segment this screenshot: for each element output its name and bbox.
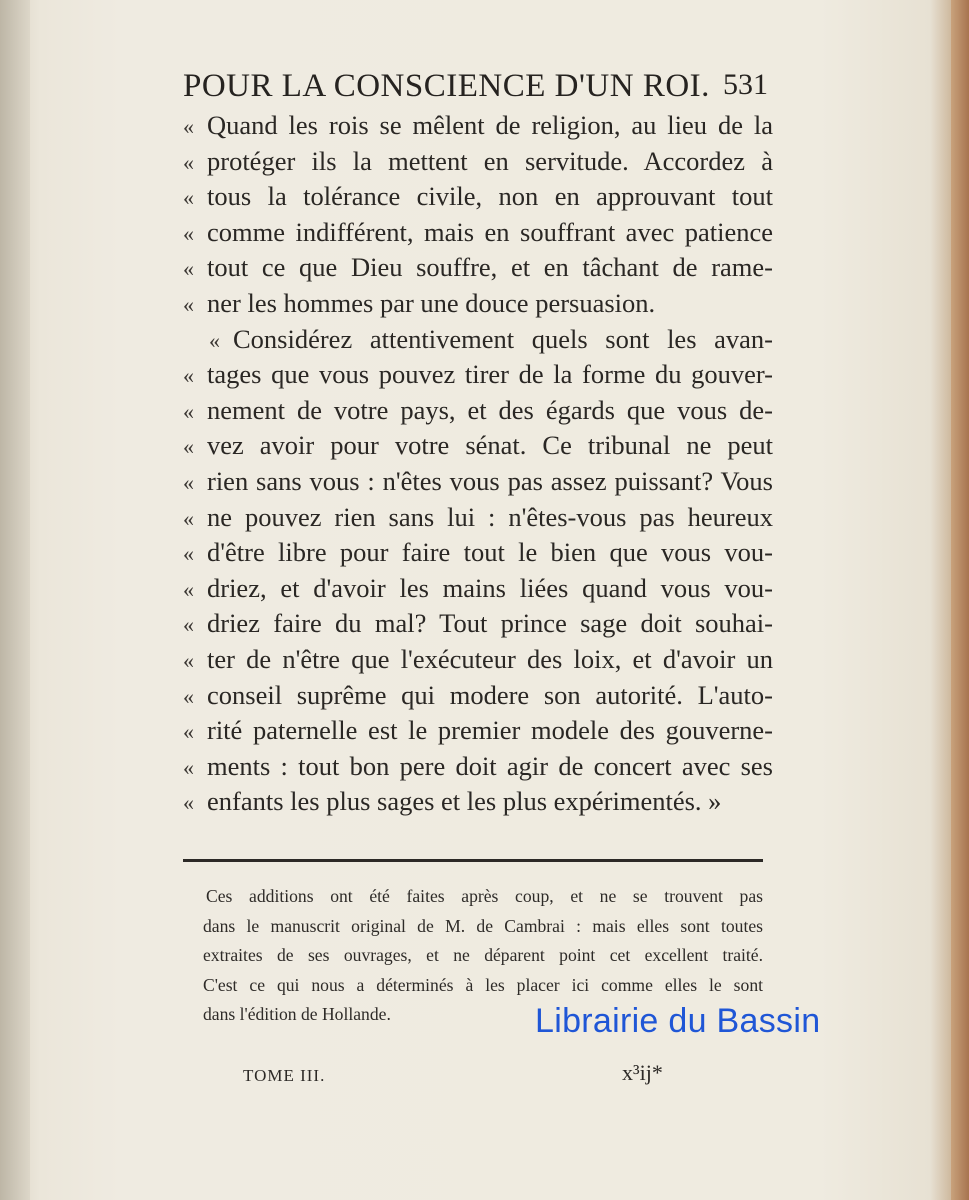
footnote-line: C'est ce qui nous a déterminés à les placer ici comme elles le sont bbox=[203, 974, 763, 995]
text-line bbox=[183, 642, 773, 678]
text-line-content: comme indifférent, mais en souffrant avec patience bbox=[207, 216, 773, 247]
text-line-content: protéger ils la mettent en servitude. Accordez à bbox=[207, 145, 773, 176]
footnote-line: Ces additions ont été faites après coup, et ne se trouvent pas bbox=[206, 886, 763, 906]
quote-mark: « bbox=[183, 683, 194, 709]
quote-mark: « bbox=[183, 612, 194, 638]
text-line bbox=[183, 144, 773, 180]
text-line bbox=[183, 606, 773, 642]
quote-mark: « bbox=[183, 256, 194, 282]
text-line-content: nement de votre pays, et des égards que vous de- bbox=[207, 394, 773, 425]
page-gutter bbox=[0, 0, 30, 1200]
quote-mark: « bbox=[183, 434, 194, 460]
text-line-content: ner les hommes par une douce persuasion. bbox=[207, 287, 656, 318]
quote-mark: « bbox=[209, 327, 220, 353]
quote-mark: « bbox=[183, 719, 194, 745]
text-line bbox=[183, 357, 773, 393]
text-line bbox=[183, 500, 773, 536]
text-line bbox=[183, 749, 773, 785]
text-line bbox=[183, 571, 773, 607]
quote-mark: « bbox=[183, 220, 194, 246]
text-line-content: tous la tolérance civile, non en approuvant tout bbox=[207, 181, 773, 212]
text-line-content: tout ce que Dieu souffre, et en tâchant de rame- bbox=[207, 252, 773, 283]
quote-mark: « bbox=[183, 790, 194, 816]
closing-quote-mark: » bbox=[708, 786, 722, 817]
text-line bbox=[183, 286, 773, 322]
text-line-content: driez, et d'avoir les mains liées quand vous vou- bbox=[207, 572, 773, 603]
volume-label: TOME III. bbox=[243, 1066, 326, 1085]
text-line-content: Considérez attentivement quels sont les avan- bbox=[233, 323, 773, 354]
text-line-content: conseil suprême qui modere son autorité. L'auto- bbox=[207, 679, 773, 710]
text-line-content: rité paternelle est le premier modele des gouverne- bbox=[207, 715, 773, 746]
text-line bbox=[183, 322, 773, 358]
quote-mark: « bbox=[183, 647, 194, 673]
footnote-rule bbox=[183, 859, 763, 862]
quote-mark: « bbox=[183, 469, 194, 495]
text-line bbox=[183, 393, 773, 429]
text-line bbox=[183, 464, 773, 500]
footnote-line: dans l'édition de Hollande. bbox=[203, 1004, 391, 1024]
text-line-content: ments : tout bon pere doit agir de concert avec ses bbox=[207, 750, 773, 781]
text-line-content: Quand les rois se mêlent de religion, au lieu de la bbox=[207, 110, 773, 140]
running-head-title: POUR LA CONSCIENCE D'UN ROI. bbox=[183, 68, 710, 104]
quote-mark: « bbox=[183, 505, 194, 531]
footnote-line: dans le manuscrit original de M. de Cambrai : mais elles sont toutes bbox=[203, 915, 763, 936]
text-line-content: ter de n'être que l'exécuteur des loix, et d'avoir un bbox=[207, 643, 773, 674]
text-line bbox=[183, 784, 773, 820]
text-line-content: tages que vous pouvez tirer de la forme du gouver- bbox=[207, 359, 773, 390]
quote-mark: « bbox=[183, 185, 194, 211]
quote-mark: « bbox=[183, 576, 194, 602]
text-line bbox=[183, 678, 773, 714]
body-text bbox=[183, 108, 773, 827]
text-line-content: d'être libre pour faire tout le bien que vous vou- bbox=[207, 537, 773, 568]
bookseller-watermark: Librairie du Bassin bbox=[535, 1002, 821, 1040]
text-line bbox=[183, 179, 773, 215]
page-fore-edge bbox=[951, 0, 969, 1200]
running-head bbox=[183, 62, 768, 108]
text-line bbox=[183, 713, 773, 749]
quote-mark: « bbox=[183, 541, 194, 567]
page-number: 531 bbox=[723, 68, 768, 101]
text-line-content: vez avoir pour votre sénat. Ce tribunal ne peut bbox=[207, 430, 773, 461]
text-line-content: driez faire du mal? Tout prince sage doit souhai- bbox=[207, 608, 773, 639]
text-line bbox=[183, 428, 773, 464]
footnote-line: extraites de ses ouvrages, et ne déparent point cet excellent traité. bbox=[203, 945, 763, 965]
text-line bbox=[183, 535, 773, 571]
text-line-content bbox=[207, 784, 773, 820]
sheet-signature-mark: x³ij* bbox=[622, 1060, 663, 1085]
quote-mark: « bbox=[183, 754, 194, 780]
text-line-content: ne pouvez rien sans lui : n'êtes-vous pas heureux bbox=[207, 501, 773, 532]
text-line bbox=[183, 215, 773, 251]
quote-mark: « bbox=[183, 398, 194, 424]
text-line bbox=[183, 250, 773, 286]
quote-mark: « bbox=[183, 291, 194, 317]
text-line bbox=[183, 108, 773, 144]
text-line-content: rien sans vous : n'êtes vous pas assez puissant? Vous bbox=[207, 465, 773, 496]
text-line-words: enfants les plus sages et les plus expérimentés. bbox=[207, 786, 702, 817]
quote-mark: « bbox=[183, 114, 194, 139]
quote-mark: « bbox=[183, 149, 194, 175]
quote-mark: « bbox=[183, 363, 194, 389]
